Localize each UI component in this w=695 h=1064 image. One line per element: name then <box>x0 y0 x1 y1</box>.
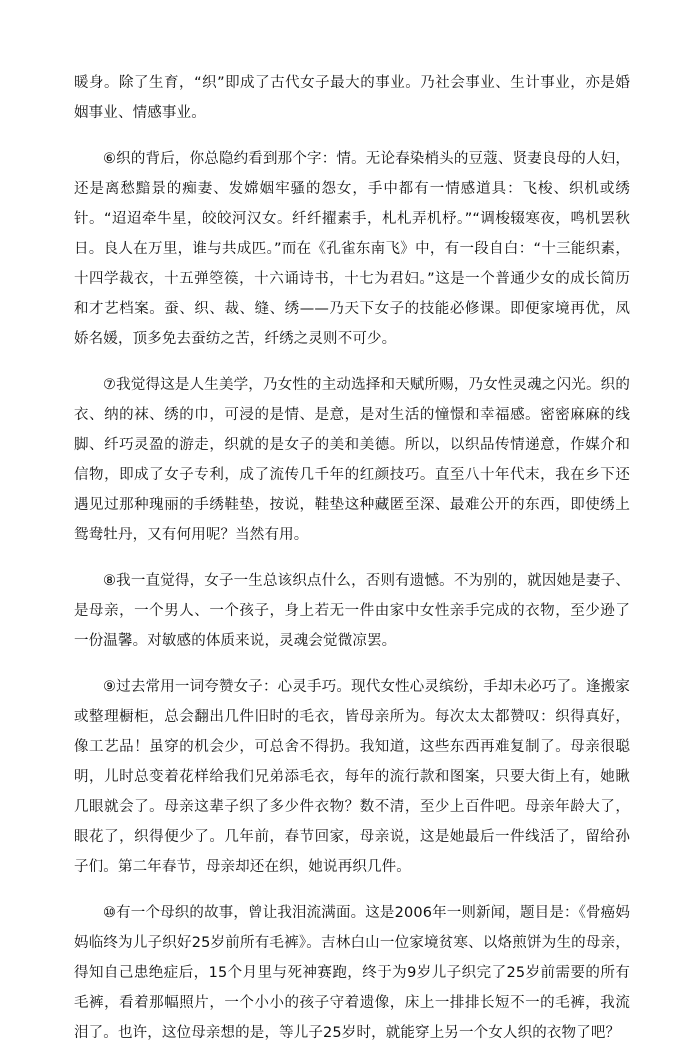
paragraph-8: ⑧我一直觉得，女子一生总该织点什么，否则有遗憾。不为别的，就因她是妻子、是母亲，一个男人、一个孩子，身上若无一件由家中女性亲手完成的衣物，至少逊了一份温馨。对敏感的体质来说，灵魂会觉微凉罢。 <box>74 573 630 649</box>
paragraph-continued: 暖身。除了生育，“织”即成了古代女子最大的事业。乃社会事业、生计事业，亦是婚姻事业、情感事业。 <box>74 75 630 121</box>
document-page <box>74 68 630 1064</box>
paragraph-9: ⑨过去常用一词夸赞女子：心灵手巧。现代女性心灵缤纷，手却未必巧了。逢搬家或整理橱柜，总会翻出几件旧时的毛衣，皆母亲所为。每次太太都赞叹：织得真好，像工艺品！虽穿的机会少，可总舍不得扔。我知道，这些东西再难复制了。母亲很聪明，儿时总变着花样给我们兄弟添毛衣，每年的流行款和图案，只要大街上有，她瞅几眼就会了。母亲这辈子织了多少件衣物？数不清，至少上百件吧。母亲年龄大了，眼花了，织得便少了。几年前，春节回家，母亲说，这是她最后一件线活了，留给孙子们。第二年春节，母亲却还在织，她说再织几件。 <box>74 679 630 875</box>
paragraph-6: ⑥织的背后，你总隐约看到那个字：情。无论春染梢头的豆蔻、贤妻良母的人妇，还是离愁黯景的痴妻、发嫦姻牢骚的怨女，手中都有一情感道具：飞梭、织机或绣针。“迢迢牵牛星，皎皎河汉女。纤纤擢素手，札札弄机杼。”“调梭辍寒夜，鸣机罢秋日。良人在万里，谁与共成匹。”而在《孔雀东南飞》中，有一段自白：“十三能织素，十四学裁衣，十五弹箜篌，十六诵诗书，十七为君妇。”这是一个普通少女的成长简历和才艺档案。蚕、织、裁、缝、绣——乃天下女子的技能必修课。即便家境再优，凤娇名媛，顶多免去蚕纺之苦，纤绣之灵则不可少。 <box>74 151 630 347</box>
paragraph-7: ⑦我觉得这是人生美学，乃女性的主动选择和天赋所赐，乃女性灵魂之闪光。织的衣、纳的袜、绣的巾，可浸的是情、是意，是对生活的憧憬和幸福感。密密麻麻的线脚、纤巧灵盈的游走，织就的是女子的美和美德。所以，以织品传情递意，作媒介和信物，即成了女子专利，成了流传几千年的红颜技巧。直至八十年代末，我在乡下还遇见过那种瑰丽的手绣鞋垫，按说，鞋垫这种藏匿至深、最难公开的东西，即使绣上鸳鸯牡丹，又有何用呢？当然有用。 <box>74 377 630 543</box>
paragraph-10: ⑩有一个母织的故事，曾让我泪流满面。这是2006年一则新闻，题目是：《骨癌妈妈临终为儿子织好25岁前所有毛裤》。吉林白山一位家境贫寒、以烙煎饼为生的母亲，得知自己患绝症后，15个月里与死神赛跑，终于为9岁儿子织完了25岁前需要的所有毛裤，看着那幅照片，一个小小的孩子守着遗像，床上一排排长短不一的毛裤，我流泪了。也许，这位母亲想的是，等儿子25岁时，就能穿上另一个女人织的衣物了吧？ <box>74 905 630 1041</box>
